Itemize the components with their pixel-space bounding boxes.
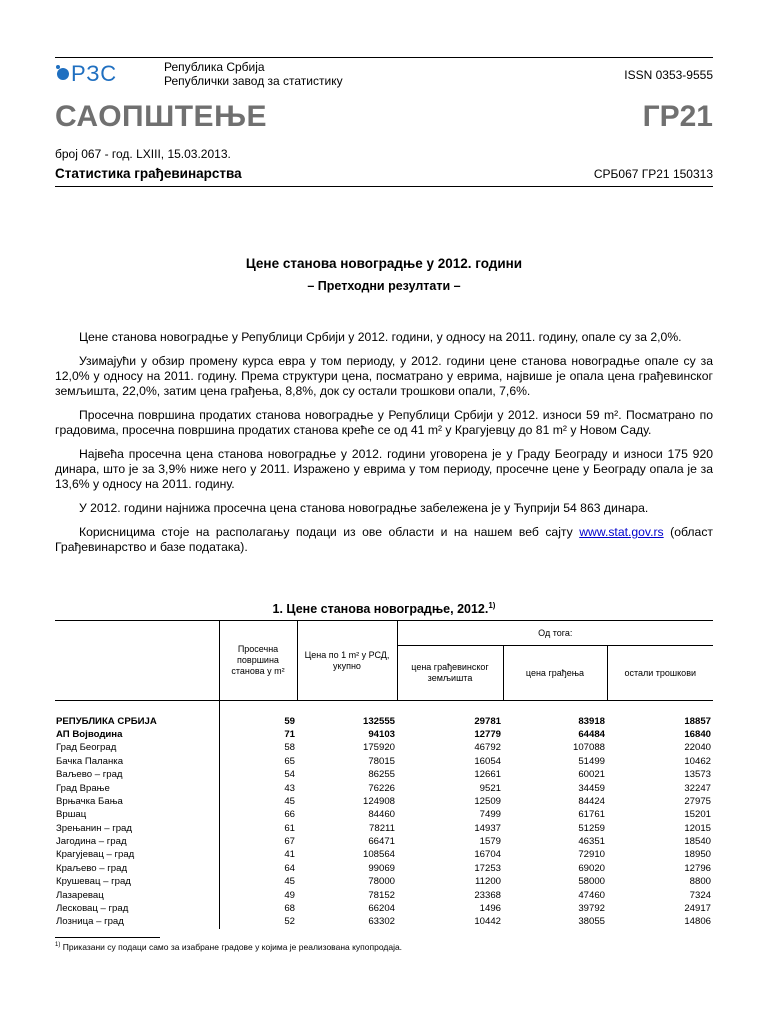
release-code: СРБ067 ГР21 150313	[593, 167, 713, 181]
cell-price: 66204	[368, 903, 395, 915]
paragraph-5: У 2012. години најнижа просечна цена станова новоградње забележена је у Ћуприји 54 863 динара.	[79, 501, 649, 515]
cell-price: 132555	[362, 715, 395, 727]
header-price: Цена по 1 m² у РСД, укупно	[297, 621, 397, 701]
table-row	[55, 781, 713, 794]
cell-name: Град Београд	[56, 742, 117, 754]
cell-land: 12509	[474, 795, 501, 807]
cell-build: 34459	[578, 782, 605, 794]
cell-other: 15201	[684, 809, 711, 821]
header-area: Просечна површина станова у m²	[219, 621, 297, 701]
cell-name: Град Врање	[56, 782, 110, 794]
cell-build: 64484	[578, 728, 605, 740]
cell-area: 52	[219, 915, 297, 928]
paragraph-2: Узимајући у обзир промену курса евра у том периоду, у 2012. години цене станова новоградње опале су за 12,0% у односу на 2011. годину. Према структури цена, посматрано у еврима, највише је опала цена грађевинског земљишта, 22,0%, затим цена грађења, 8,8%, док су остали трошкови опали, 7,6%.	[55, 354, 713, 398]
cell-other: 10462	[684, 755, 711, 767]
release-subheadline: – Претходни резултати –	[307, 279, 461, 293]
cell-area: 67	[219, 835, 297, 848]
cell-build: 39792	[578, 903, 605, 915]
table-row	[55, 835, 713, 848]
cell-other: 7324	[689, 889, 711, 901]
cell-other: 18540	[684, 836, 711, 848]
cell-price: 66471	[368, 836, 395, 848]
table-row	[55, 714, 713, 727]
cell-build: 83918	[578, 715, 605, 727]
header-top-rule	[55, 57, 713, 58]
cell-other: 24917	[684, 903, 711, 915]
cell-area: 54	[219, 768, 297, 781]
cell-build: 84424	[578, 795, 605, 807]
cell-price: 78211	[369, 822, 395, 834]
cell-area: 61	[219, 822, 297, 835]
cell-name: Вршац	[56, 809, 87, 821]
paragraph-1: Цене станова новоградње у Републици Србији у 2012. години, у односу на 2011. годину, опале су за 2,0%.	[79, 330, 682, 344]
cell-area: 66	[219, 808, 297, 821]
footnote-marker: 1)	[55, 942, 61, 949]
cell-name: Ваљево – град	[56, 769, 123, 781]
prices-table	[55, 620, 713, 929]
release-body	[55, 330, 713, 564]
institution-line-2: Републички завод за статистику	[164, 74, 343, 88]
header-bottom-rule	[55, 186, 713, 187]
cell-other: 32247	[684, 782, 711, 794]
cell-land: 9521	[479, 782, 501, 794]
publication-code: ГР21	[642, 100, 713, 133]
cell-area: 68	[219, 902, 297, 915]
cell-build: 38055	[578, 916, 605, 928]
cell-build: 61761	[578, 809, 605, 821]
subject-title: Статистика грађевинарства	[55, 166, 242, 181]
cell-name: АП Војводина	[56, 728, 123, 740]
cell-land: 7499	[479, 809, 501, 821]
cell-area: 49	[219, 888, 297, 901]
table-row	[55, 848, 713, 861]
release-headline: Цене станова новоградње у 2012. години	[245, 256, 523, 271]
cell-name: Врњачка Бања	[56, 795, 123, 807]
cell-other: 16840	[684, 728, 711, 740]
cell-price: 124908	[362, 795, 395, 807]
cell-build: 47460	[578, 889, 605, 901]
cell-land: 12779	[474, 728, 501, 740]
issn: ISSN 0353-9555	[624, 68, 713, 82]
cell-name: Лозница – град	[56, 916, 124, 928]
cell-area: 45	[219, 795, 297, 808]
header-other-costs: остали трошкови	[607, 646, 713, 701]
cell-price: 63302	[368, 916, 395, 928]
cell-land: 12661	[474, 769, 501, 781]
cell-name: Јагодина – град	[56, 836, 127, 848]
cell-price: 94103	[368, 728, 395, 740]
paragraph-6	[55, 525, 713, 555]
table-row	[55, 808, 713, 821]
cell-land: 16704	[474, 849, 501, 861]
paragraph-6-text: Корисницима стоје на располагању подаци из ове области и на нашем веб сајту	[79, 525, 580, 539]
cell-other: 8800	[689, 876, 711, 888]
cell-name: Краљево – град	[56, 862, 128, 874]
cell-other: 13573	[684, 769, 711, 781]
cell-area: 41	[219, 848, 297, 861]
cell-land: 29781	[474, 715, 501, 727]
table-title-note: 1)	[488, 601, 496, 610]
cell-name: Крушевац – град	[56, 876, 131, 888]
cell-area: 43	[219, 781, 297, 794]
cell-build: 51499	[578, 755, 605, 767]
cell-price: 175920	[362, 742, 395, 754]
cell-land: 17253	[474, 862, 501, 874]
cell-price: 108564	[362, 849, 395, 861]
institution-line-1: Република Србија	[164, 60, 265, 74]
cell-price: 86255	[368, 769, 395, 781]
cell-land: 1496	[479, 903, 501, 915]
cell-name: Лазаревац	[56, 889, 104, 901]
footnote-text: Приказани су подаци само за изабране градове у којима је реализована купопродаја.	[62, 942, 403, 952]
table-row	[55, 795, 713, 808]
cell-build: 72910	[578, 849, 605, 861]
table-row	[55, 915, 713, 928]
cell-land: 23368	[474, 889, 501, 901]
cell-area: 45	[219, 875, 297, 888]
header-territory	[55, 621, 219, 701]
paragraph-6-text-end: (област Грађевинарство и базе података).	[55, 525, 713, 554]
table-row	[55, 822, 713, 835]
cell-price: 84460	[368, 809, 395, 821]
cell-other: 22040	[684, 742, 711, 754]
institution-name	[164, 60, 343, 88]
cell-other: 18857	[684, 715, 711, 727]
prices-table-body	[55, 701, 713, 929]
cell-name: Крагујевац – град	[56, 849, 135, 861]
cell-build: 51259	[578, 822, 605, 834]
cell-area: 59	[219, 714, 297, 727]
cell-other: 12015	[684, 822, 711, 834]
table-row	[55, 888, 713, 901]
cell-name: РЕПУБЛИКА СРБИЈА	[56, 715, 157, 727]
issue-info: број 067 - год. LXIII, 15.03.2013.	[55, 147, 231, 161]
paragraph-3: Просечна површина продатих станова новоградње у Републици Србији у 2012. износи 59 m². Посматрано по градовима, просечна површина продатих станова креће се од 41 m² у Крагујевцу до 81 m² у Новом Саду.	[55, 408, 713, 437]
cell-name: Лесковац – град	[56, 903, 129, 915]
cell-land: 11200	[475, 876, 501, 888]
cell-price: 99069	[368, 862, 395, 874]
cell-area: 64	[219, 862, 297, 875]
cell-other: 18950	[684, 849, 711, 861]
logo-text: РЗС	[71, 61, 118, 86]
cell-land: 10442	[474, 916, 501, 928]
footnote-rule	[55, 937, 160, 938]
cell-build: 107088	[572, 742, 605, 754]
stat-website-link[interactable]: www.stat.gov.rs	[579, 525, 664, 539]
header-of-which: Од тога:	[397, 621, 713, 646]
table-row	[55, 728, 713, 741]
cell-price: 78152	[368, 889, 395, 901]
table-row	[55, 875, 713, 888]
header-construction-price: цена грађења	[503, 646, 607, 701]
cell-land: 16054	[474, 755, 501, 767]
cell-other: 27975	[684, 795, 711, 807]
table-row	[55, 741, 713, 754]
cell-price: 76226	[368, 782, 395, 794]
footnote	[55, 942, 402, 952]
cell-price: 78000	[368, 876, 395, 888]
table-row	[55, 755, 713, 768]
publication-title: САОПШТЕЊЕ	[55, 100, 267, 133]
cell-name: Зрењанин – град	[56, 822, 132, 834]
table-row	[55, 768, 713, 781]
cell-build: 69020	[578, 862, 605, 874]
table-row	[55, 902, 713, 915]
cell-price: 78015	[368, 755, 395, 767]
cell-build: 58000	[578, 876, 605, 888]
paragraph-4: Највећа просечна цена станова новоградње у 2012. години уговорена је у Граду Београду и износи 175 920 динара, што је за 3,9% ниже него у 2011. Изражено у еврима у том периоду, просечне цене у Београду опала је за 13,6% у односу на 2011. годину.	[55, 447, 713, 491]
table-title	[55, 601, 713, 616]
cell-land: 1579	[479, 836, 501, 848]
cell-area: 71	[219, 728, 297, 741]
table-row	[55, 862, 713, 875]
rzs-logo-icon	[55, 60, 155, 86]
cell-other: 14806	[684, 916, 711, 928]
cell-build: 46351	[578, 836, 605, 848]
cell-land: 14937	[474, 822, 501, 834]
cell-land: 46792	[474, 742, 501, 754]
table-title-text: 1. Цене станова новоградње, 2012.	[272, 602, 489, 617]
cell-build: 60021	[578, 769, 605, 781]
header-land-price: цена грађевинског земљишта	[397, 646, 503, 701]
cell-area: 58	[219, 741, 297, 754]
cell-other: 12796	[684, 862, 711, 874]
cell-area: 65	[219, 755, 297, 768]
cell-name: Бачка Паланка	[56, 755, 124, 767]
